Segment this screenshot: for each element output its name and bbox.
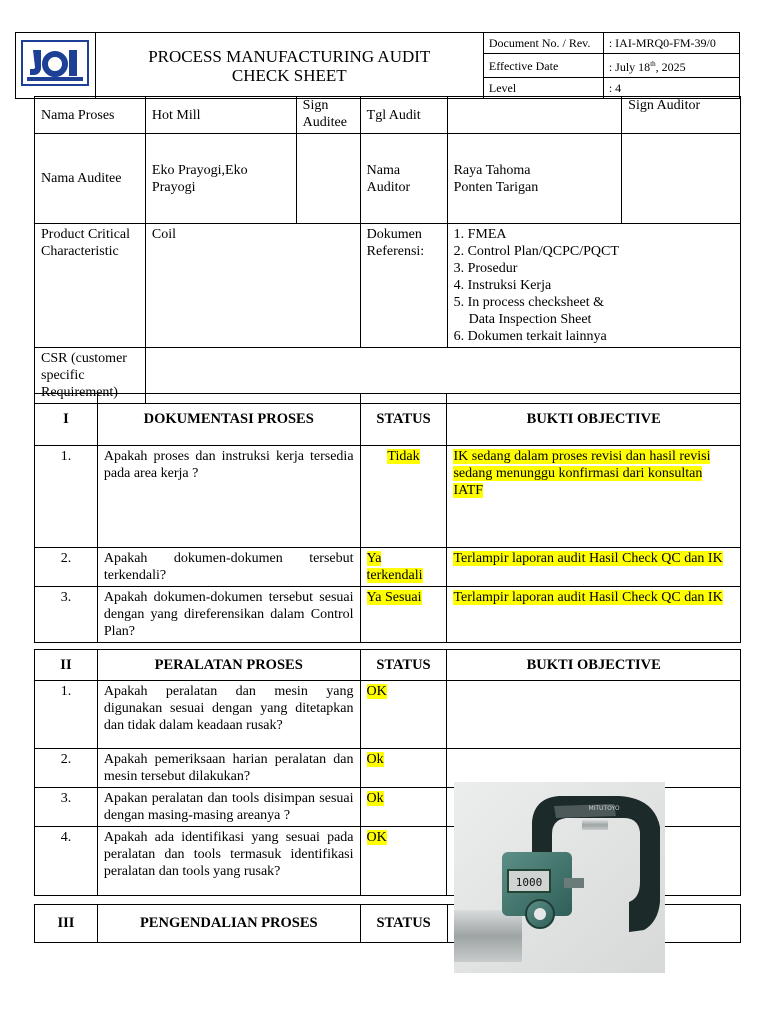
status-cell [360,446,447,548]
status-cell [360,587,447,643]
bukti-value: IK sedang dalam proses revisi dan hasil revisi sedang menunggu konfirmasi dari konsultan IATF [453,449,711,498]
nama-proses-label: Nama Proses [35,97,146,134]
section-title: PENGENDALIAN PROSES [97,905,360,943]
status-value: Ya Sesuai [366,590,422,605]
sign-auditee-box [296,134,360,224]
bukti-cell [447,587,741,643]
meta-value-level: : 4 [603,78,739,99]
question-text: Apakah dokumen-dokumen tersebut terkendali? [97,548,360,587]
status-cell [360,788,447,827]
bukti-cell [447,548,741,587]
section-title: DOKUMENTASI PROSES [97,394,360,446]
micrometer-icon [454,782,665,973]
micrometer-counter: 1000 [515,876,543,889]
document-header [15,32,740,99]
document-title [95,33,483,99]
status-cell [360,681,447,749]
micrometer-brand: MITUTOYO [588,805,620,812]
status-value: OK [366,830,387,845]
row-number: 1. [35,446,98,548]
status-value: Tidak [387,449,420,464]
dokumen-item: 2. Control Plan/QCPC/PQCT [453,244,619,259]
status-value: Ya terkendali [366,551,423,583]
bukti-value: Terlampir laporan audit Hasil Check QC dan IK [453,590,723,605]
row-number: 4. [35,827,98,896]
row-number: 3. [35,788,98,827]
audit-info-table [34,96,741,404]
question-text: Apakah peralatan dan mesin yang digunakan sesuai dengan yang ditetapkan dan tidak dalam keadaan rusak? [97,681,360,749]
status-header: STATUS [360,905,447,943]
tgl-audit-label: Tgl Audit [360,97,447,134]
company-logo-icon [21,40,89,86]
title-line-1: PROCESS MANUFACTURING AUDIT [148,46,431,66]
auditor-name-2: Ponten Tarigan [453,179,539,195]
row-number: 2. [35,749,98,788]
sign-auditor-label: Sign Auditor [622,97,741,134]
section-number: I [35,394,98,446]
status-header: STATUS [360,650,447,681]
title-line-2: CHECK SHEET [231,65,347,85]
tgl-audit-value [447,97,622,134]
bukti-value: Terlampir laporan audit Hasil Check QC dan IK [453,551,723,566]
table-row [35,681,741,749]
question-text: Apakah pemeriksaan harian peralatan dan mesin tersebut dilakukan? [97,749,360,788]
question-text: Apakan peralatan dan tools disimpan sesuai dengan masing-masing areanya ? [97,788,360,827]
section-dokumentasi-proses [34,393,741,643]
nama-proses-value: Hot Mill [145,97,296,134]
nama-auditor-value [447,134,622,224]
status-header: STATUS [360,394,447,446]
nama-auditee-label: Nama Auditee [35,134,146,224]
status-value: Ok [366,752,384,767]
dokumen-label: Dokumen Referensi: [360,224,447,348]
nama-auditee-value: Eko Prayogi,Eko Prayogi [145,134,296,224]
section-title: PERALATAN PROSES [97,650,360,681]
section-number: II [35,650,98,681]
status-cell [360,749,447,788]
csr-label: CSR (customer specific Requirement) [35,348,146,404]
meta-label-effective-date: Effective Date [483,54,603,78]
auditor-name-1: Raya Tahoma [453,162,531,178]
section-number: III [35,905,98,943]
question-text: Apakah dokumen-dokumen tersebut sesuai dengan yang direferensikan dalam Control Plan? [97,587,360,643]
bukti-cell [447,446,741,548]
meta-value-effective-date: : July 18th, 2025 [603,54,739,78]
status-cell [360,827,447,896]
meta-label-level: Level [483,78,603,99]
row-number: 1. [35,681,98,749]
pcc-value: Coil [145,224,360,348]
meta-label-docno: Document No. / Rev. [483,33,603,54]
row-number: 3. [35,587,98,643]
dokumen-item: 1. FMEA [453,227,507,242]
dokumen-item: 5. In process checksheet & [453,295,605,310]
status-cell [360,548,447,587]
row-number: 2. [35,548,98,587]
dokumen-item: 3. Prosedur [453,261,518,276]
bukti-cell [447,681,741,749]
micrometer-photo [454,782,665,973]
table-row [35,548,741,587]
dokumen-item: 6. Dokumen terkait lainnya [453,329,607,344]
question-text: Apakah ada identifikasi yang sesuai pada peralatan dan tools termasuk identifikasi peralatan dan tools yang rusak? [97,827,360,896]
bukti-header: BUKTI OBJECTIVE [447,394,741,446]
company-logo-cell [16,33,96,99]
pcc-label: Product Critical Characteristic [35,224,146,348]
sign-auditor-box [622,134,741,224]
sign-auditee-label: Sign Auditee [296,97,360,134]
nama-auditor-label: Nama Auditor [360,134,447,224]
status-value: OK [366,684,387,699]
dokumen-item: 4. Instruksi Kerja [453,278,552,293]
dokumen-item: Data Inspection Sheet [468,312,592,327]
dokumen-list [447,224,740,348]
question-text: Apakah proses dan instruksi kerja tersedia pada area kerja ? [97,446,360,548]
bukti-header: BUKTI OBJECTIVE [447,650,741,681]
table-row [35,446,741,548]
table-row [35,587,741,643]
meta-value-docno: : IAI-MRQ0-FM-39/0 [603,33,739,54]
status-value: Ok [366,791,384,806]
